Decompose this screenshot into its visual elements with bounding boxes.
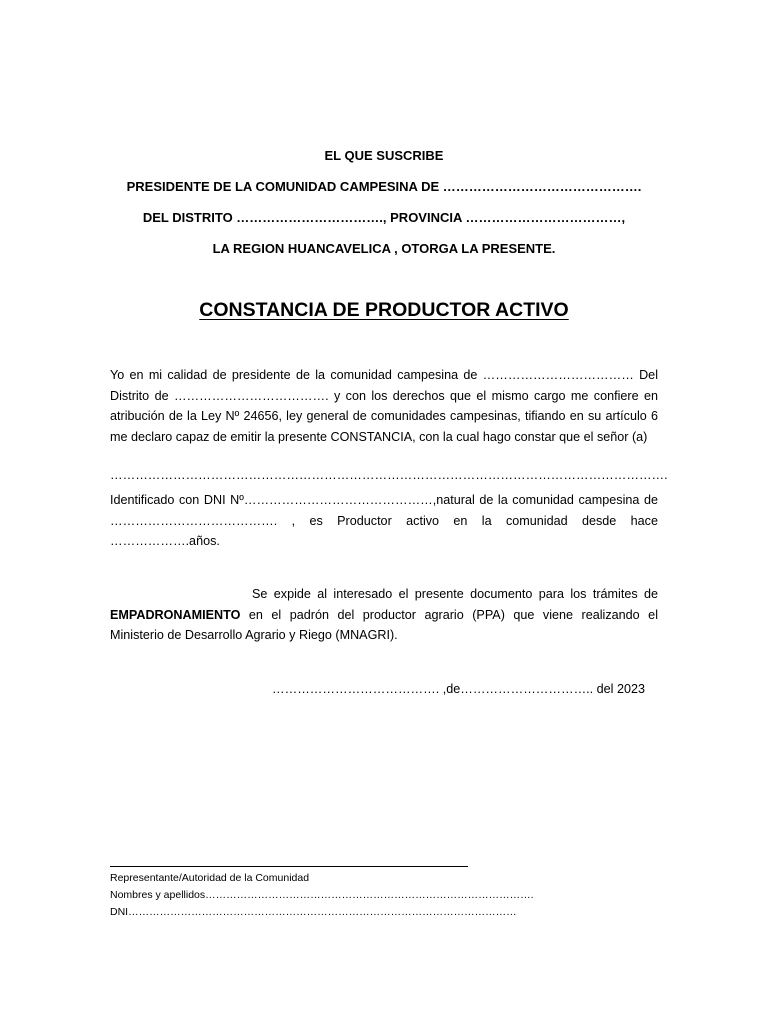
document-title: CONSTANCIA DE PRODUCTOR ACTIVO <box>199 299 569 321</box>
body-paragraph-1-text: Yo en mi calidad de presidente de la comunidad campesina de ……………………………… Del Distrito de ………………………………. y con los derechos que el mismo cargo me confiere en atribución de la Ley Nº 24656, ley general de comunidades campesinas, tifiando en su artículo 6 me declaro capaz de emitir la presente CONSTANCIA, con la cual hago constar que el señor (a) <box>110 368 658 444</box>
signature-rule <box>110 866 468 867</box>
signature-dni: DNI………………………………………………………………………………………………… <box>110 906 517 918</box>
header-president-line: PRESIDENTE DE LA COMUNIDAD CAMPESINA DE ………………………………………. <box>126 179 642 194</box>
signature-role: Representante/Autoridad de la Comunidad <box>110 872 310 884</box>
body-paragraph-2-text: Identificado con DNI Nº………………………………………,natural de la comunidad campesina de …………………………………. , es Productor activo en la comunidad desde hace ……………….años. <box>110 493 658 548</box>
header-district-line: DEL DISTRITO ……………………………., PROVINCIA ………………………………, <box>142 210 626 225</box>
body-paragraph-2 <box>110 490 658 552</box>
body-paragraph-3-pre: Se expide al interesado el presente documento para los trámites de <box>252 587 658 601</box>
header-subscriber: EL QUE SUSCRIBE <box>324 148 444 163</box>
body-paragraph-1 <box>110 365 658 447</box>
body-paragraph-3-post: en el padrón del productor agrario (PPA) que viene realizando el Ministerio de Desarrollo Agrario y Riego (MNAGRI). <box>110 607 658 642</box>
signature-names: Nombres y apellidos…………………………………………………………………………………. <box>110 889 534 901</box>
body-paragraph-3 <box>110 584 658 646</box>
body-paragraph-1-dots: ……………………………………………………………………………………………………………………. <box>110 468 668 482</box>
body-paragraph-3-bold: EMPADRONAMIENTO <box>110 607 241 622</box>
body-paragraph-3-text <box>110 584 658 646</box>
date-line: …………………………………. ,de………………………….. del 2023 <box>272 682 645 696</box>
header-region-line: LA REGION HUANCAVELICA , OTORGA LA PRESENTE. <box>212 241 556 256</box>
